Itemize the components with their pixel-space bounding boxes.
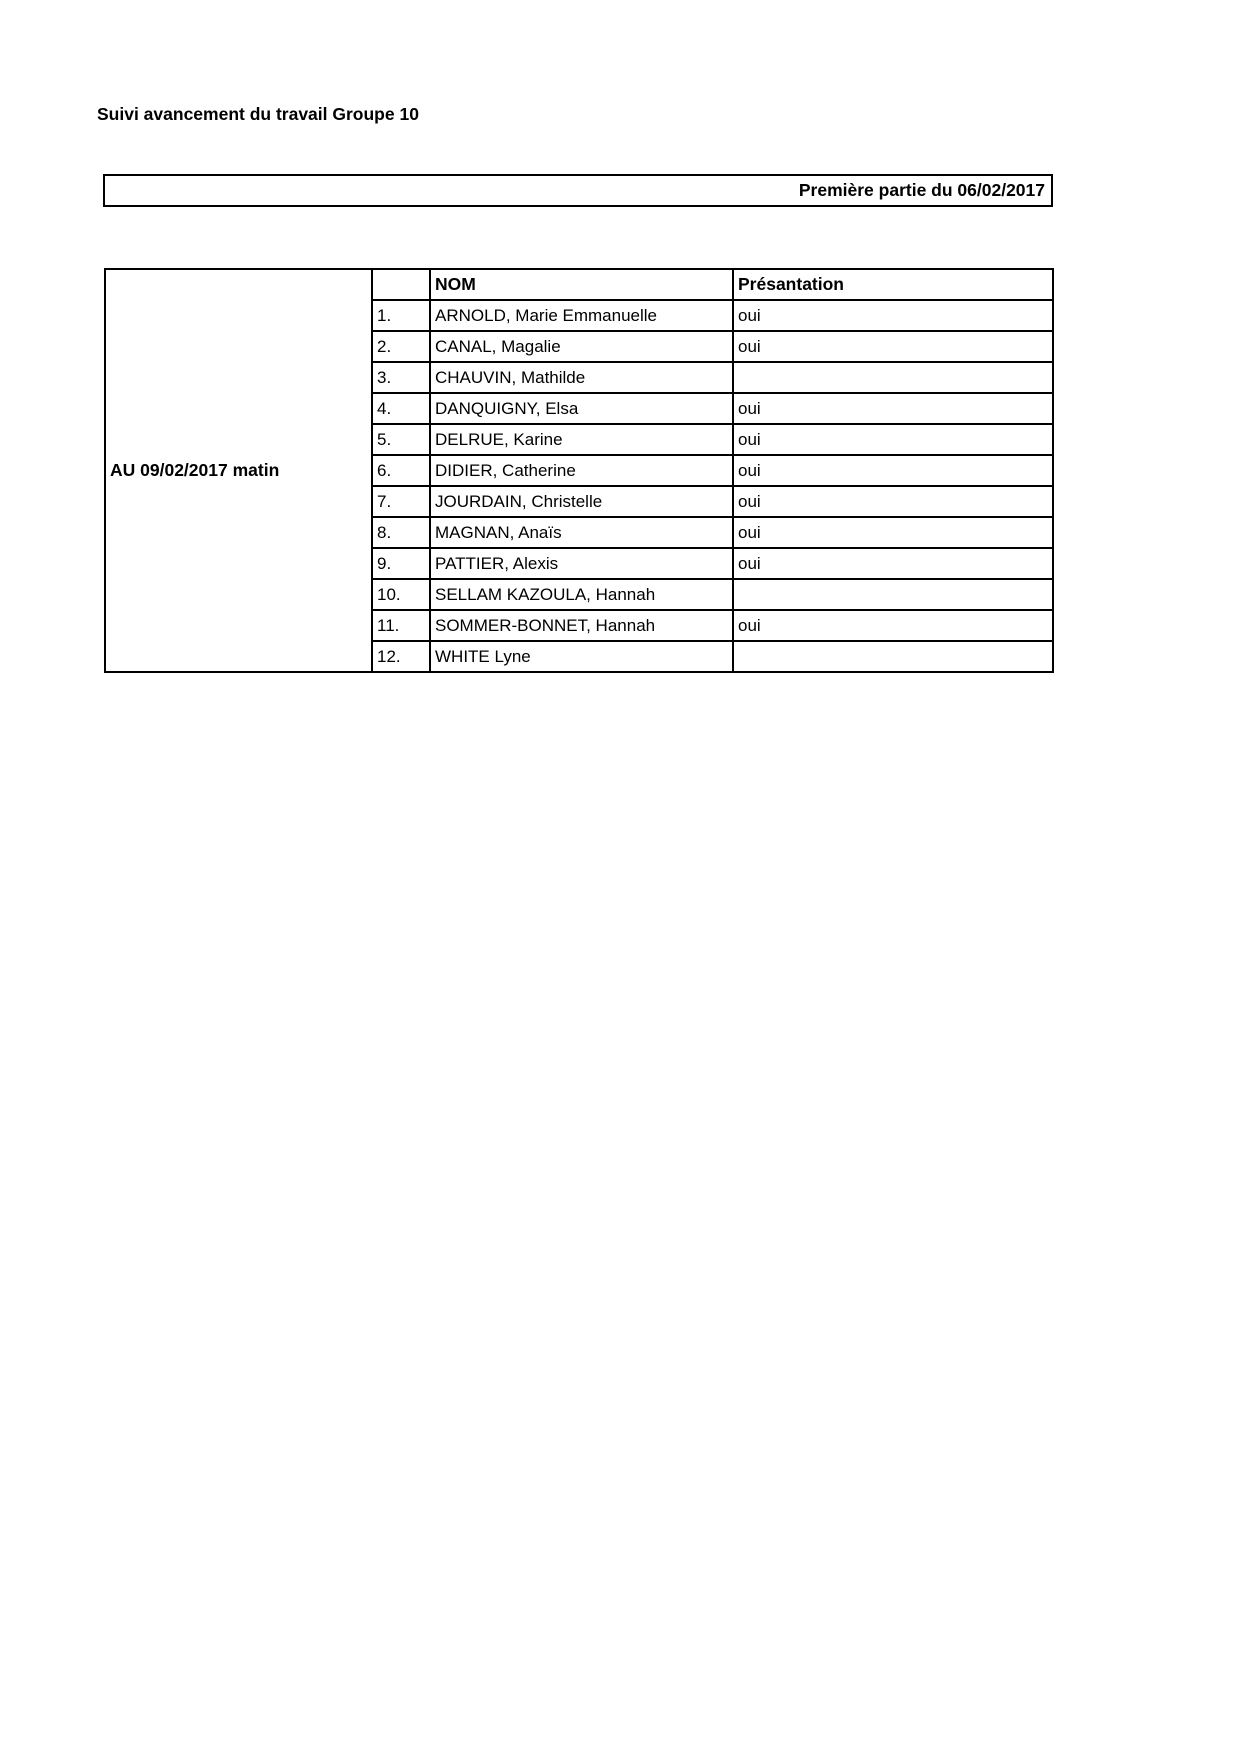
student-name: CANAL, Magalie bbox=[430, 331, 733, 362]
page-title: Suivi avancement du travail Groupe 10 bbox=[97, 104, 419, 124]
student-name: CHAUVIN, Mathilde bbox=[430, 362, 733, 393]
row-number: 5. bbox=[372, 424, 430, 455]
presentation-status bbox=[733, 362, 1053, 393]
row-number: 3. bbox=[372, 362, 430, 393]
presentation-status: oui bbox=[733, 393, 1053, 424]
row-number: 11. bbox=[372, 610, 430, 641]
student-name: DANQUIGNY, Elsa bbox=[430, 393, 733, 424]
header-num bbox=[372, 269, 430, 300]
student-name: MAGNAN, Anaïs bbox=[430, 517, 733, 548]
row-number: 1. bbox=[372, 300, 430, 331]
presentation-status: oui bbox=[733, 517, 1053, 548]
attendance-table bbox=[104, 268, 1054, 673]
row-number: 6. bbox=[372, 455, 430, 486]
student-name: PATTIER, Alexis bbox=[430, 548, 733, 579]
presentation-status: oui bbox=[733, 486, 1053, 517]
banner-label: Première partie du 06/02/2017 bbox=[798, 180, 1045, 200]
student-name: ARNOLD, Marie Emmanuelle bbox=[430, 300, 733, 331]
student-name: SELLAM KAZOULA, Hannah bbox=[430, 579, 733, 610]
student-name: DELRUE, Karine bbox=[430, 424, 733, 455]
banner bbox=[103, 174, 1053, 207]
student-name: DIDIER, Catherine bbox=[430, 455, 733, 486]
row-number: 4. bbox=[372, 393, 430, 424]
presentation-status: oui bbox=[733, 455, 1053, 486]
presentation-status bbox=[733, 641, 1053, 672]
presentation-status: oui bbox=[733, 424, 1053, 455]
presentation-status: oui bbox=[733, 331, 1053, 362]
student-name: WHITE Lyne bbox=[430, 641, 733, 672]
row-number: 2. bbox=[372, 331, 430, 362]
presentation-status: oui bbox=[733, 610, 1053, 641]
row-number: 10. bbox=[372, 579, 430, 610]
row-number: 9. bbox=[372, 548, 430, 579]
presentation-status: oui bbox=[733, 548, 1053, 579]
student-name: JOURDAIN, Christelle bbox=[430, 486, 733, 517]
presentation-status: oui bbox=[733, 300, 1053, 331]
presentation-status bbox=[733, 579, 1053, 610]
student-name: SOMMER-BONNET, Hannah bbox=[430, 610, 733, 641]
row-number: 12. bbox=[372, 641, 430, 672]
header-row bbox=[105, 269, 1053, 300]
row-number: 7. bbox=[372, 486, 430, 517]
session-label: AU 09/02/2017 matin bbox=[105, 269, 372, 672]
header-presentation: Présantation bbox=[733, 269, 1053, 300]
row-number: 8. bbox=[372, 517, 430, 548]
header-nom: NOM bbox=[430, 269, 733, 300]
